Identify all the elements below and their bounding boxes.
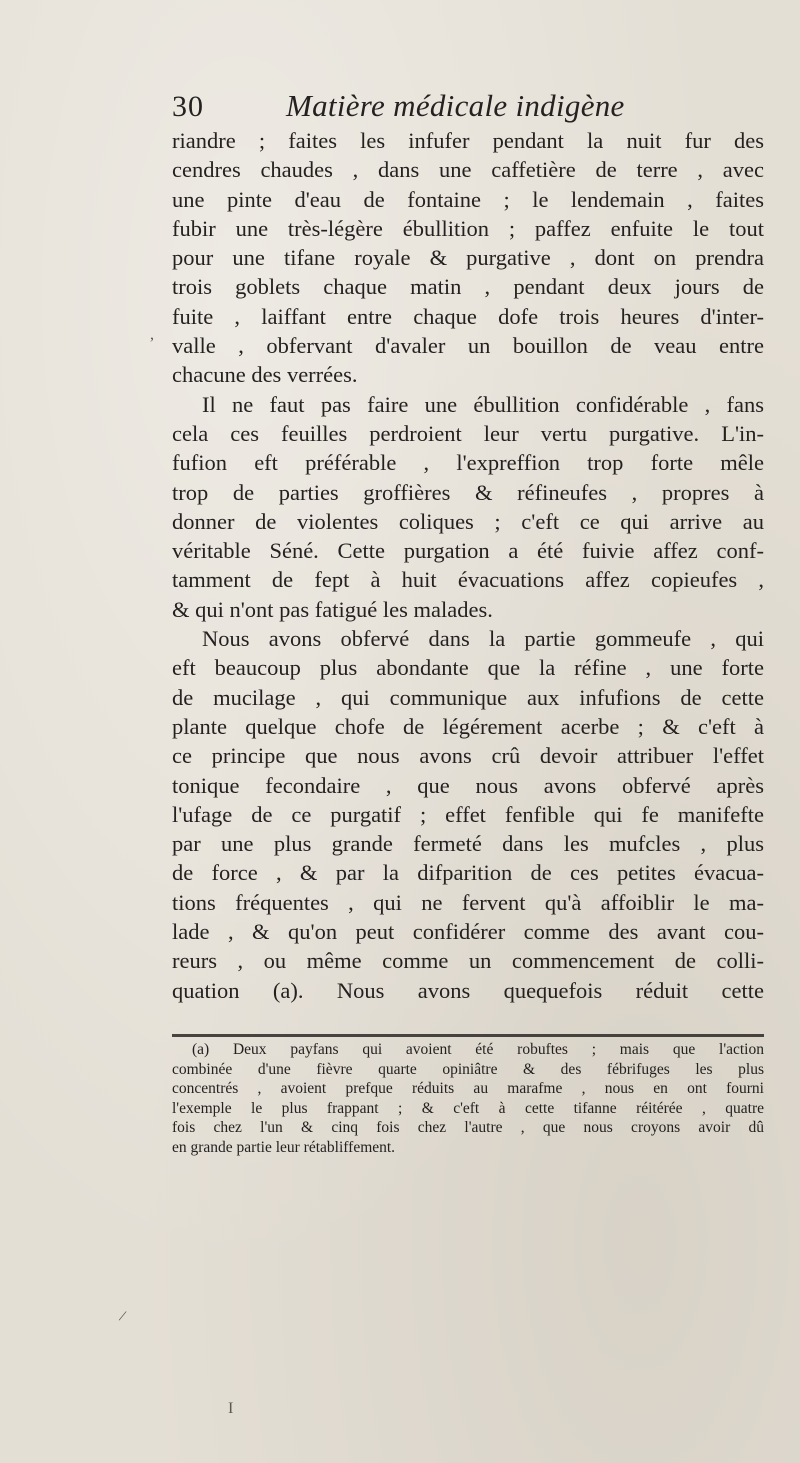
text-line: fufion eft préférable , l'expreffion trop forte mêle (172, 450, 764, 476)
text-line: de force , & par la difparition de ces petites évacua- (172, 860, 764, 886)
text-line: tamment de fept à huit évacuations affez copieufes , (172, 567, 764, 593)
footnote-line: combinée d'une fièvre quarte opiniâtre & des fébrifuges les plus (172, 1060, 764, 1078)
text-line: & qui n'ont pas fatigué les malades. (172, 596, 493, 622)
text-line: Il ne faut pas faire une ébullition confidérable , fans (202, 391, 764, 417)
footnote-line: (a) Deux payfans qui avoient été robuftes ; mais que l'action (192, 1041, 764, 1058)
text-line: chacune des verrées. (172, 362, 358, 388)
margin-mark: , (150, 326, 154, 343)
text-line: plante quelque chofe de légérement acerbe ; & c'eft à (172, 713, 764, 739)
text-line: cela ces feuilles perdroient leur vertu purgative. L'in- (172, 420, 764, 446)
text-line: Nous avons obfervé dans la partie gommeufe , qui (202, 626, 764, 652)
text-line: reurs , ou même comme un commencement de colli- (172, 948, 764, 974)
text-line: fuite , laiffant entre chaque dofe trois heures d'inter- (172, 303, 764, 329)
footnote-line: en grande partie leur rétabliffement. (172, 1138, 396, 1156)
text-line: lade , & qu'on peut confidérer comme des avant cou- (172, 919, 764, 945)
text-line: l'ufage de ce purgatif ; effet fenfible qui fe manifefte (172, 801, 764, 827)
text-line: eft beaucoup plus abondante que la réfine , une forte (172, 655, 764, 681)
margin-mark: / (117, 1307, 128, 1326)
footnote-rule (172, 1034, 764, 1037)
text-line: tions fréquentes , qui ne fervent qu'à affoiblir le ma- (172, 889, 764, 915)
text-line: trop de parties groffières & réfineufes , propres à (172, 479, 764, 505)
text-line: ce principe que nous avons crû devoir attribuer l'effet (172, 743, 764, 769)
running-title: Matière médicale indigène (286, 88, 625, 123)
footnote-line: fois chez l'un & cinq fois chez l'autre , que nous croyons avoir dû (172, 1119, 764, 1136)
text-line: de mucilage , qui communique aux infufions de cette (172, 684, 764, 710)
footnote-line: l'exemple le plus frappant ; & c'eft à cette tifanne réitérée , quatre (172, 1099, 764, 1117)
text-line: fubir une très-légère ébullition ; paffez enfuite le tout (172, 215, 764, 241)
page-header (172, 88, 772, 128)
main-text (172, 126, 764, 1005)
margin-mark: I (228, 1400, 234, 1417)
text-line: une pinte d'eau de fontaine ; le lendemain , faites (172, 186, 764, 212)
text-line: par une plus grande fermeté dans les mufcles , plus (172, 831, 764, 857)
text-line: valle , obfervant d'avaler un bouillon de veau entre (172, 333, 764, 359)
text-line: trois goblets chaque matin , pendant deux jours de (172, 274, 764, 300)
text-line: tonique fecondaire , que nous avons obfervé après (172, 772, 764, 798)
footnote-line: concentrés , avoient prefque réduits au marafme , nous en ont fourni (172, 1080, 764, 1097)
text-line: pour une tifane royale & purgative , dont on prendra (172, 245, 764, 271)
page-number: 30 (172, 90, 204, 123)
text-line: cendres chaudes , dans une caffetière de terre , avec (172, 157, 764, 183)
text-line: véritable Séné. Cette purgation a été fuivie affez conf- (172, 538, 764, 564)
text-line: quation (a). Nous avons quequefois réduit cette (172, 977, 764, 1003)
footnote (172, 1040, 764, 1157)
text-line: donner de violentes coliques ; c'eft ce qui arrive au (172, 508, 764, 534)
text-line: riandre ; faites les infufer pendant la nuit fur des (172, 128, 764, 153)
